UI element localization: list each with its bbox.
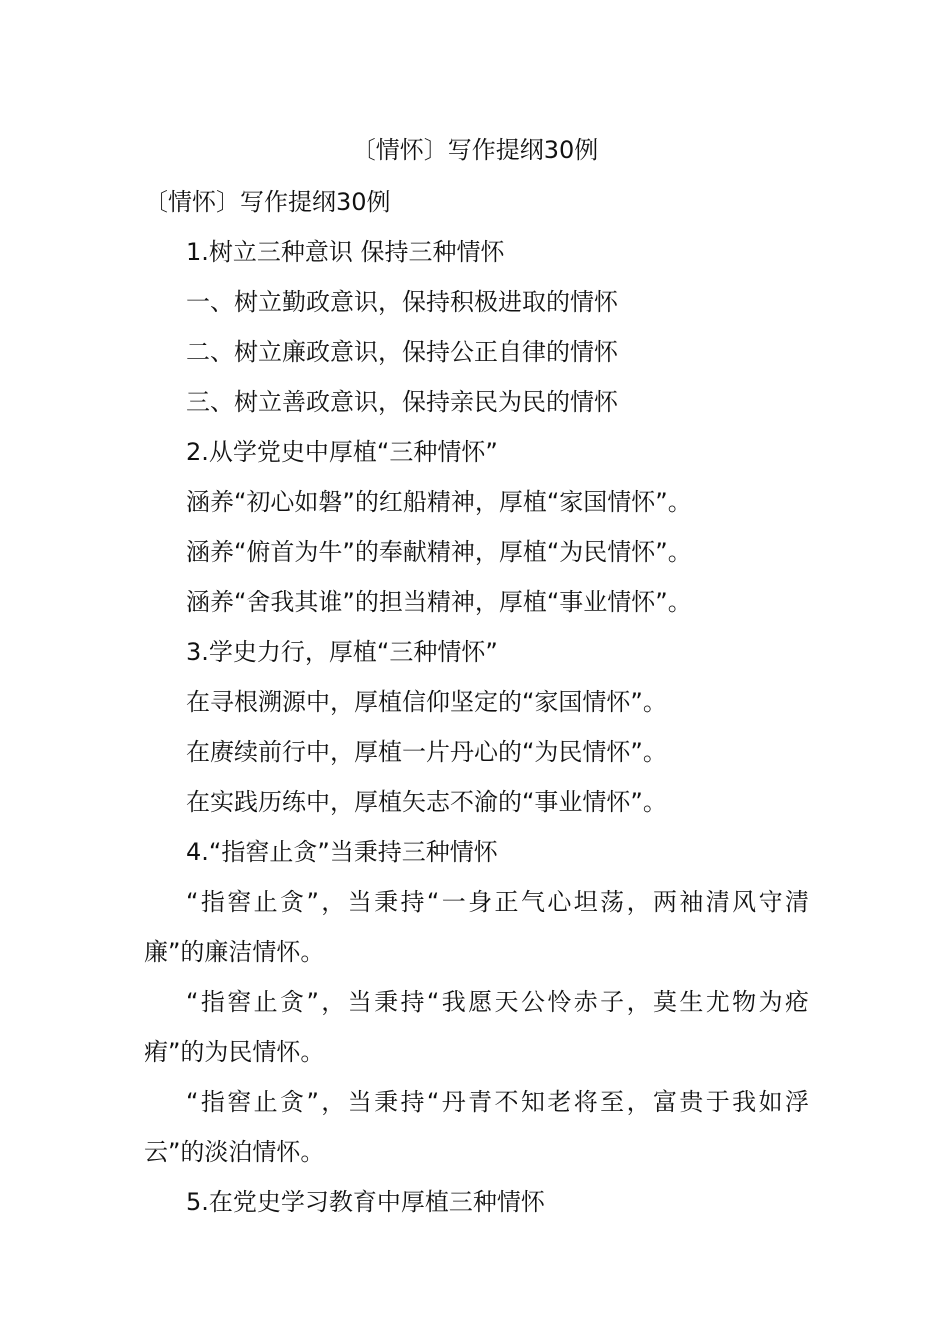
outline-item: 一、树立勤政意识，保持积极进取的情怀 bbox=[186, 288, 618, 316]
subtitle-line: 〔情怀〕写作提纲30例 bbox=[144, 188, 391, 216]
heading-2: 2.从学党史中厚植“三种情怀” bbox=[186, 438, 498, 466]
document-body bbox=[144, 177, 809, 1227]
outline-item: 三、树立善政意识，保持亲民为民的情怀 bbox=[186, 388, 618, 416]
outline-paragraph: “指窖止贪”，当秉持“丹青不知老将至，富贵于我如浮云”的淡泊情怀。 bbox=[144, 1088, 809, 1166]
outline-paragraph: “指窖止贪”，当秉持“一身正气心坦荡，两袖清风守清廉”的廉洁情怀。 bbox=[144, 888, 809, 966]
outline-paragraph: “指窖止贪”，当秉持“我愿天公怜赤子，莫生尤物为疮痏”的为民情怀。 bbox=[144, 988, 809, 1066]
heading-5: 5.在党史学习教育中厚植三种情怀 bbox=[186, 1188, 545, 1216]
outline-item: 在赓续前行中，厚植一片丹心的“为民情怀”。 bbox=[186, 738, 667, 766]
heading-3: 3.学史力行，厚植“三种情怀” bbox=[186, 638, 498, 666]
outline-item: 在寻根溯源中，厚植信仰坚定的“家国情怀”。 bbox=[186, 688, 667, 716]
outline-item: 涵养“俯首为牛”的奉献精神，厚植“为民情怀”。 bbox=[186, 538, 692, 566]
outline-item: 在实践历练中，厚植矢志不渝的“事业情怀”。 bbox=[186, 788, 667, 816]
heading-4: 4.“指窖止贪”当秉持三种情怀 bbox=[186, 838, 498, 866]
heading-1: 1.树立三种意识 保持三种情怀 bbox=[186, 238, 505, 266]
outline-item: 二、树立廉政意识，保持公正自律的情怀 bbox=[186, 338, 618, 366]
document-title: 〔情怀〕写作提纲30例 bbox=[351, 136, 599, 164]
outline-item: 涵养“舍我其谁”的担当精神，厚植“事业情怀”。 bbox=[186, 588, 692, 616]
outline-item: 涵养“初心如磐”的红船精神，厚植“家国情怀”。 bbox=[186, 488, 692, 516]
